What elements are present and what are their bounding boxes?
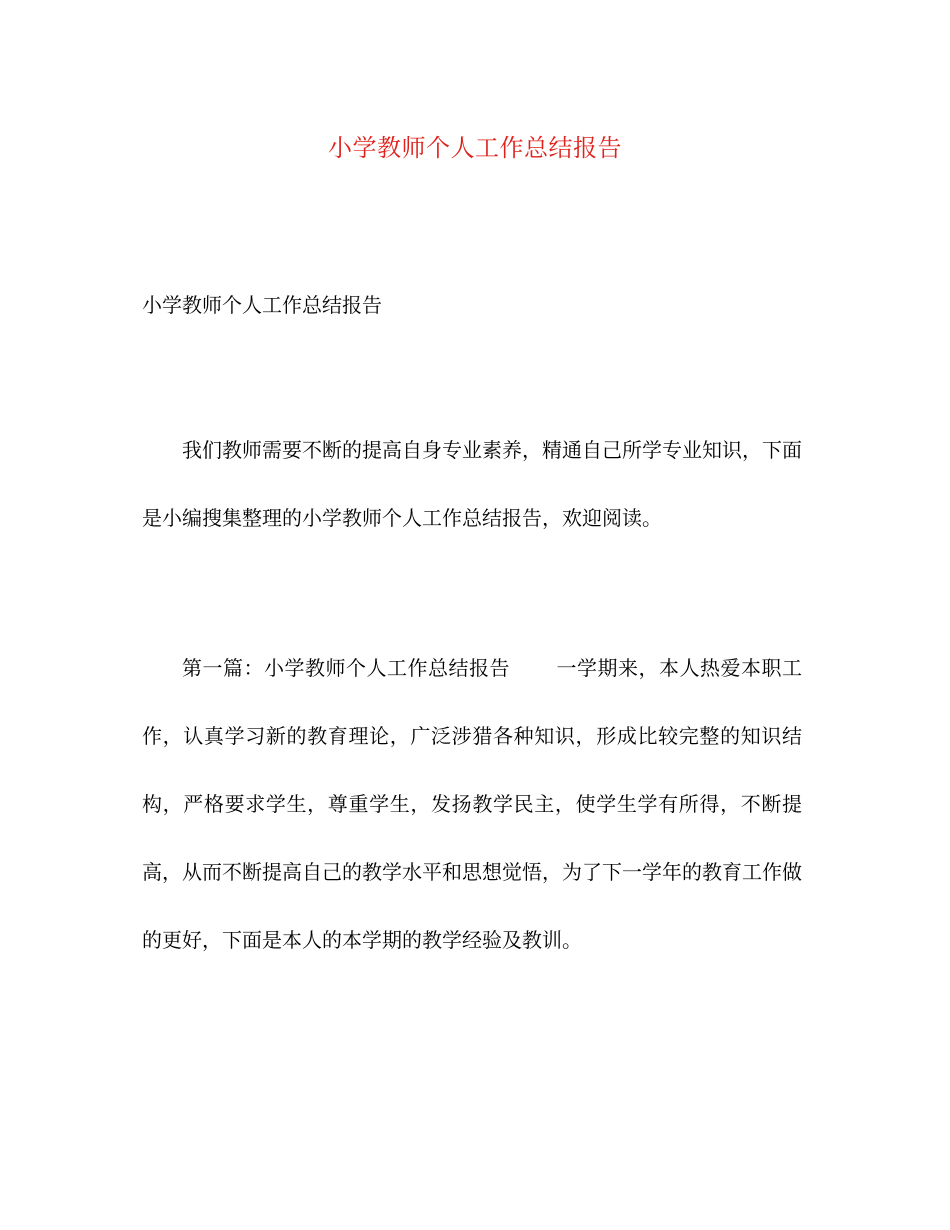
document-subtitle: 小学教师个人工作总结报告 [142,293,382,317]
first-article-heading: 第一篇：小学教师个人工作总结报告 [182,656,510,680]
intro-paragraph: 我们教师需要不断的提高自身专业素养，精通自己所学专业知识，下面是小编搜集整理的小学教师个人工作总结报告，欢迎阅读。 [142,438,802,530]
first-article-paragraph [142,634,802,974]
first-article-body: 一学期来，本人热爱本职工作，认真学习新的教育理论，广泛涉猎各种知识，形成比较完整的知识结构，严格要求学生，尊重学生，发扬教学民主，使学生学有所得，不断提高，从而不断提高自己的教学水平和思想觉悟，为了下一学年的教育工作做的更好，下面是本人的本学期的教学经验及教训。 [142,656,802,952]
document-title: 小学教师个人工作总结报告 [328,134,622,162]
